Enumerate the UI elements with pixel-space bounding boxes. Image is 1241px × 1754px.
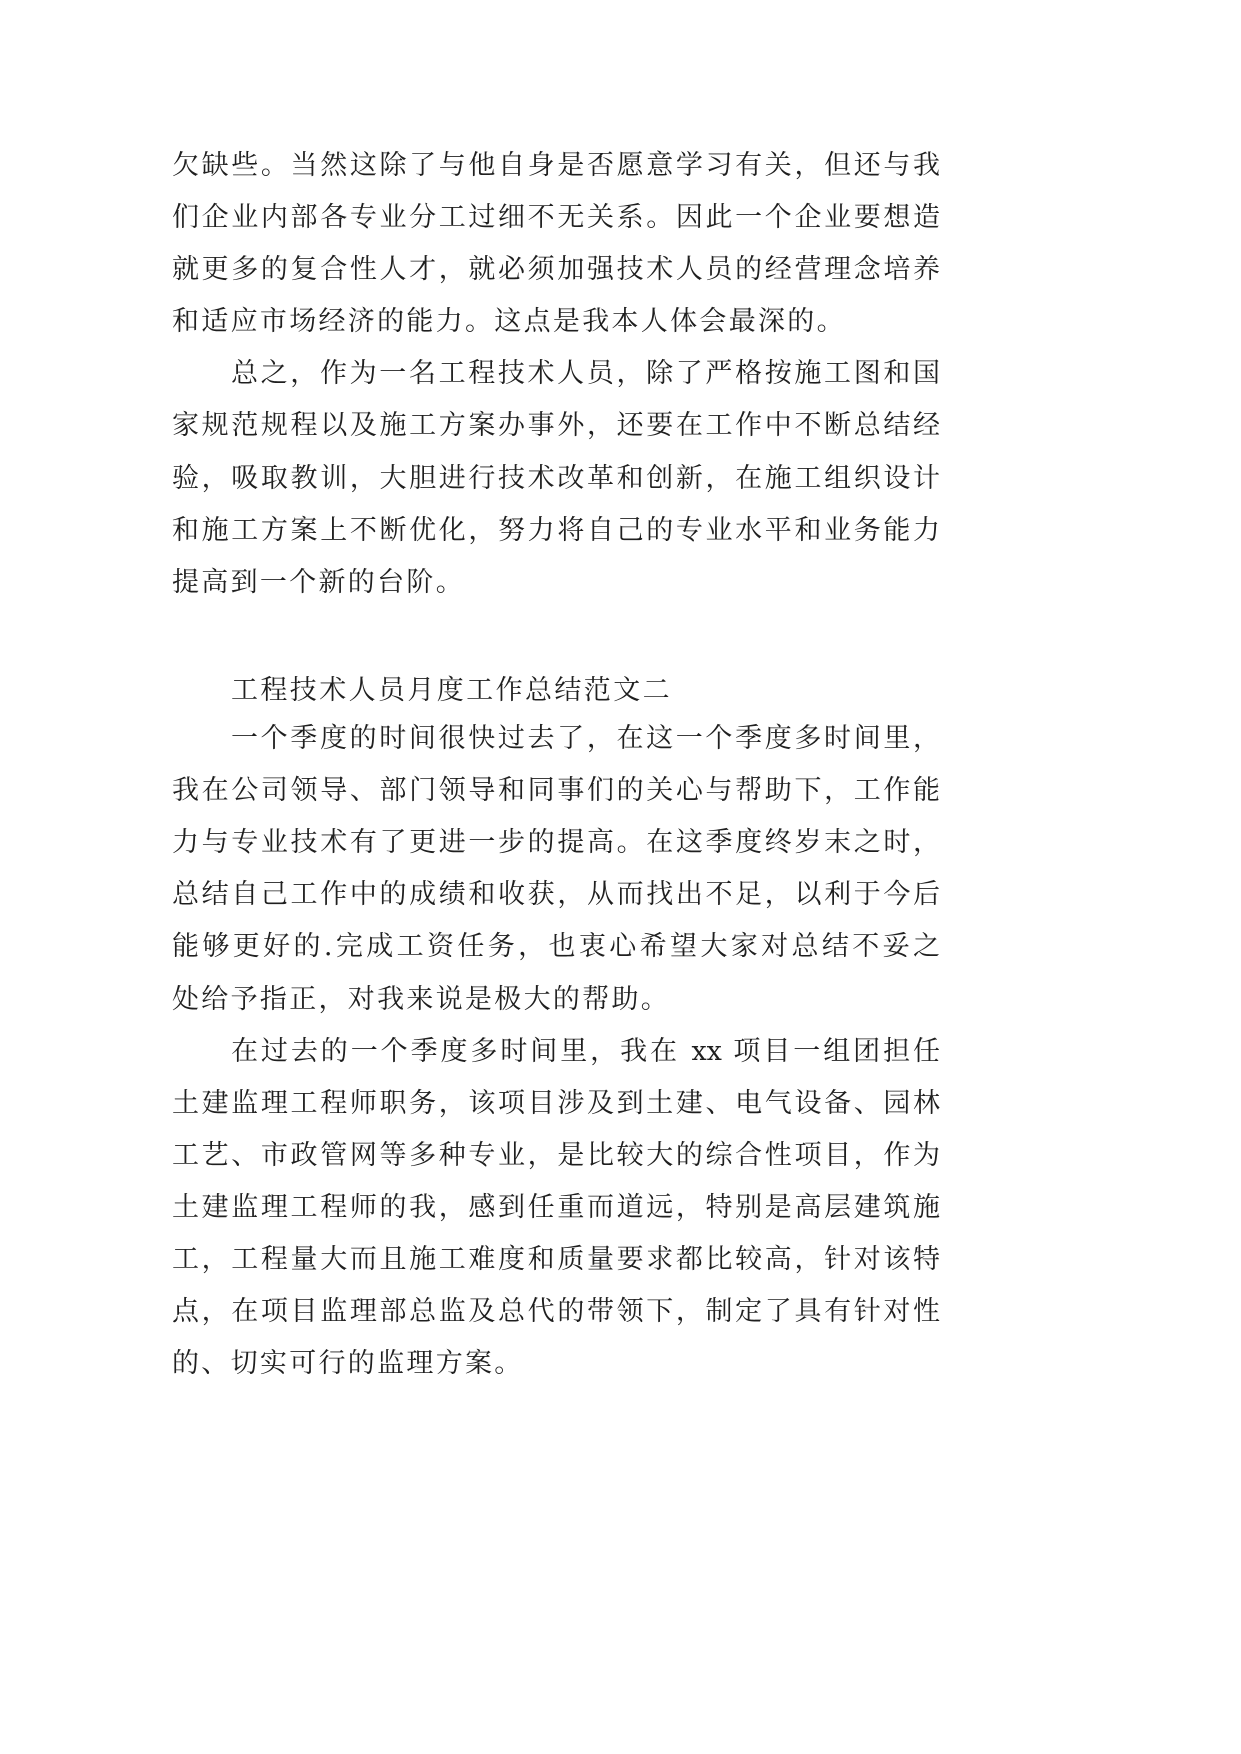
section-title: 工程技术人员月度工作总结范文二 — [231, 674, 672, 706]
text-line: 们企业内部各专业分工过细不无关系。因此一个企业要想造 — [172, 202, 940, 234]
paragraph-continuation — [172, 140, 940, 348]
text-line: 总之，作为一名工程技术人员，除了严格按施工图和国 — [231, 358, 940, 390]
text-line: 家规范规程以及施工方案办事外，还要在工作中不断总结经 — [172, 410, 940, 442]
text-line: 的、切实可行的监理方案。 — [172, 1348, 524, 1380]
text-line: 欠缺些。当然这除了与他自身是否愿意学习有关，但还与我 — [172, 150, 940, 181]
text-line: 我在公司领导、部门领导和同事们的关心与帮助下，工作能 — [172, 775, 940, 807]
text-line: 一个季度的时间很快过去了，在这一个季度多时间里， — [231, 723, 940, 755]
text-line: 验，吸取教训，大胆进行技术改革和创新，在施工组织设计 — [172, 462, 940, 494]
text-line: 工，工程量大而且施工难度和质量要求都比较高，针对该特 — [172, 1243, 940, 1275]
blank-line — [172, 609, 940, 661]
text-line: 力与专业技术有了更进一步的提高。在这季度终岁末之时， — [172, 827, 940, 859]
text-line: 提高到一个新的台阶。 — [172, 566, 465, 598]
text-line: 点，在项目监理部总监及总代的带领下，制定了具有针对性 — [172, 1296, 940, 1328]
text-line: 和施工方案上不断优化，努力将自己的专业水平和业务能力 — [172, 514, 940, 546]
text-line: 工艺、市政管网等多种专业，是比较大的综合性项目，作为 — [172, 1139, 940, 1171]
document-body — [172, 140, 940, 1390]
paragraph-intro — [172, 713, 940, 1026]
paragraph-project — [172, 1026, 940, 1391]
text-line: 就更多的复合性人才，就必须加强技术人员的经营理念培养 — [172, 254, 940, 286]
text-line: 在过去的一个季度多时间里，我在 xx 项目一组团担任 — [231, 1035, 940, 1067]
text-line: 土建监理工程师职务，该项目涉及到土建、电气设备、园林 — [172, 1087, 940, 1119]
text-line: 和适应市场经济的能力。这点是我本人体会最深的。 — [172, 306, 846, 338]
text-line: 能够更好的.完成工资任务，也衷心希望大家对总结不妥之 — [172, 931, 940, 963]
text-line: 总结自己工作中的成绩和收获，从而找出不足，以利于今后 — [172, 879, 940, 911]
text-line: 土建监理工程师的我，感到任重而道远，特别是高层建筑施 — [172, 1191, 940, 1223]
paragraph-conclusion — [172, 348, 940, 608]
text-line: 处给予指正，对我来说是极大的帮助。 — [172, 983, 671, 1015]
